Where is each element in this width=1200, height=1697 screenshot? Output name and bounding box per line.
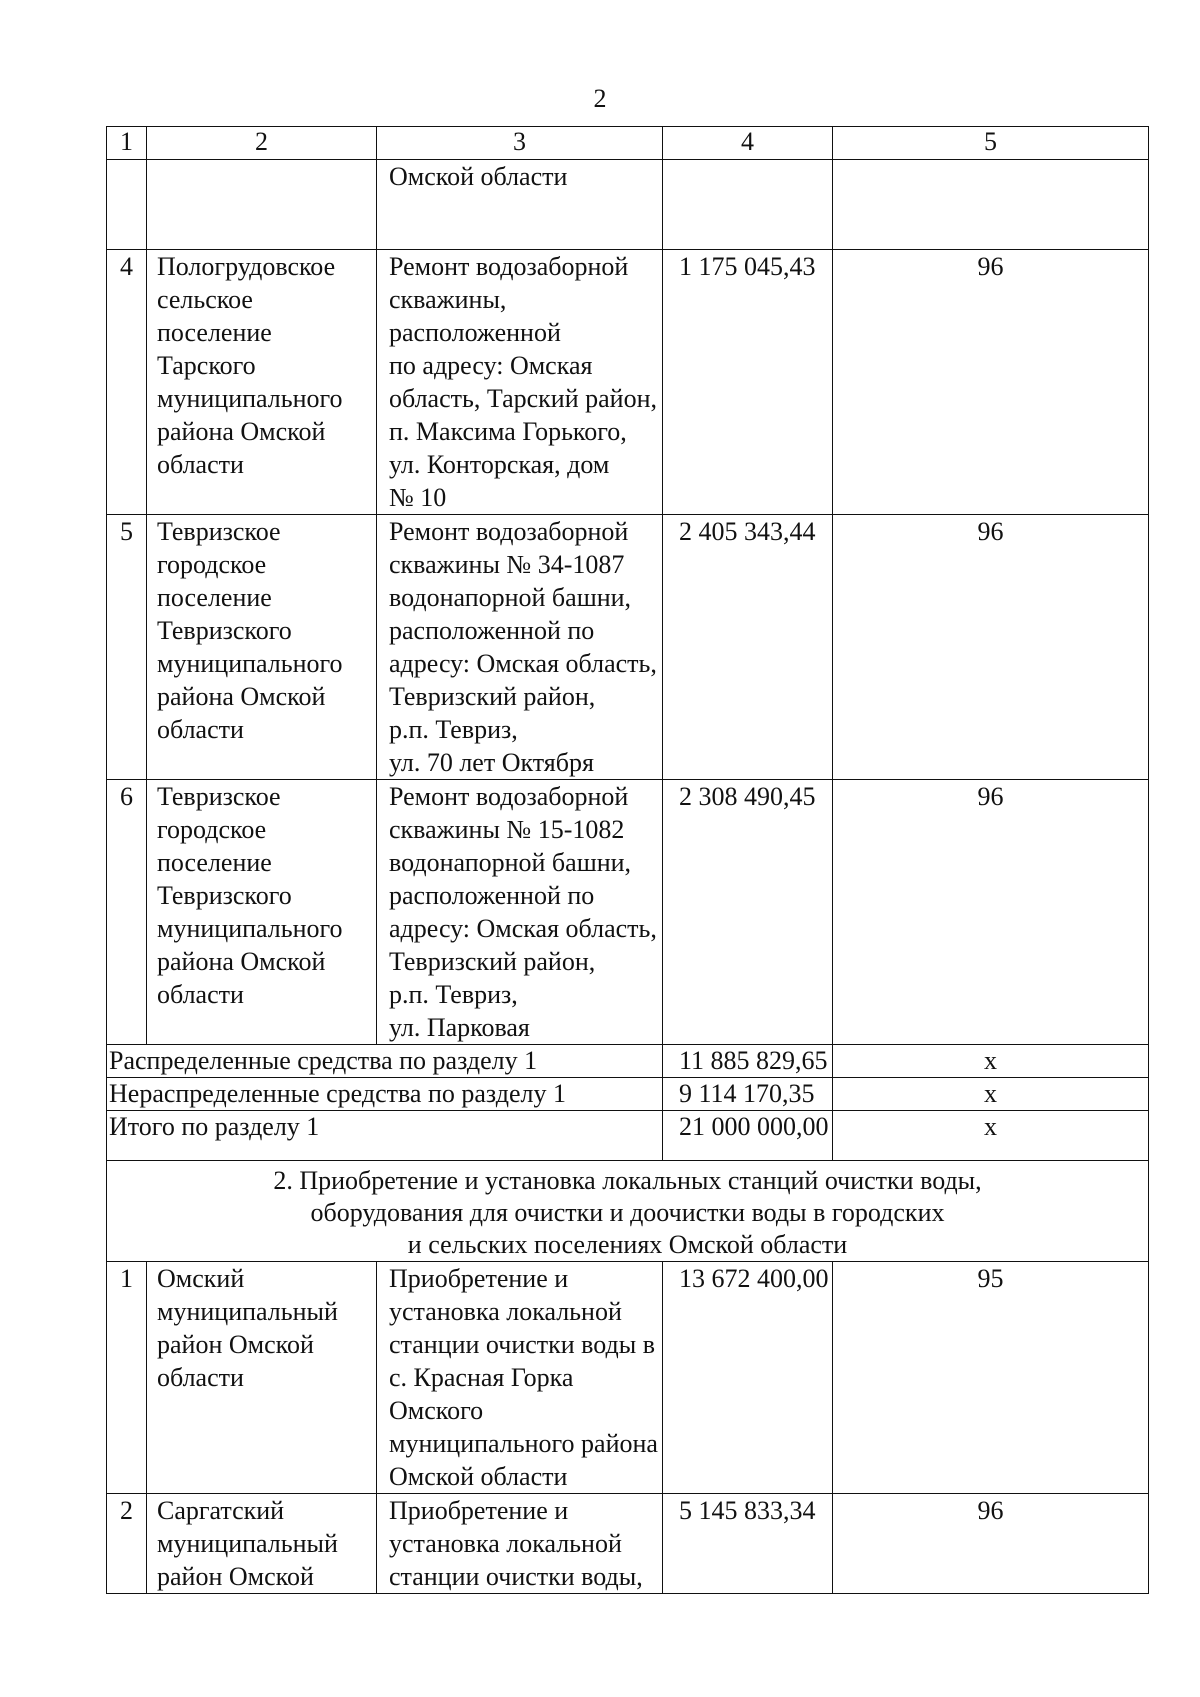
row-number: 5: [107, 515, 147, 780]
text-line: района Омской: [157, 417, 326, 446]
column-header: 3: [377, 127, 663, 160]
table-row: [107, 780, 1149, 1045]
description-cell: [377, 250, 663, 515]
text-line: установка локальной: [389, 1529, 622, 1558]
description-cell: [377, 515, 663, 780]
row-number: 4: [107, 250, 147, 515]
table-row: [107, 1494, 1149, 1594]
recipient-cell: [147, 1494, 377, 1594]
text-line: Тевризское: [157, 782, 281, 811]
text-line: водонапорной башни,: [389, 848, 632, 877]
totals-amount: 9 114 170,35: [663, 1078, 833, 1111]
text-line: поселение: [157, 318, 272, 347]
text-line: сельское: [157, 285, 253, 314]
text-line: области: [157, 1363, 244, 1392]
text-line: станции очистки воды,: [389, 1562, 643, 1591]
text-line: области: [157, 980, 244, 1009]
column-header-row: [107, 127, 1149, 160]
amount-cell: 2 405 343,44: [663, 515, 833, 780]
text-line: расположенной по: [389, 881, 595, 910]
text-line: Саргатский: [157, 1496, 285, 1525]
totals-label: Итого по разделу 1: [107, 1111, 663, 1161]
text-line: п. Максима Горького,: [389, 417, 627, 446]
row-number: 2: [107, 1494, 147, 1594]
text-line: Тевризский район,: [389, 947, 596, 976]
text-line: Приобретение и: [389, 1264, 569, 1293]
text-line: область, Тарский район,: [389, 384, 657, 413]
share-cell: 95: [833, 1262, 1149, 1494]
description-cell: [377, 1494, 663, 1594]
text-line: водонапорной башни,: [389, 583, 632, 612]
text-line: 2. Приобретение и установка локальных станций очистки воды,: [273, 1166, 982, 1195]
totals-label: Нераспределенные средства по разделу 1: [107, 1078, 663, 1111]
text-line: расположенной по: [389, 616, 595, 645]
text-line: Омской области: [389, 1462, 568, 1491]
text-line: Омский: [157, 1264, 245, 1293]
text-line: ул. Парковая: [389, 1013, 530, 1042]
text-line: скважины,: [389, 285, 507, 314]
amount-cell: 1 175 045,43: [663, 250, 833, 515]
text-line: установка локальной: [389, 1297, 622, 1326]
text-line: Ремонт водозаборной: [389, 252, 629, 281]
section-heading-row: [107, 1161, 1149, 1262]
text-line: Пологрудовское: [157, 252, 336, 281]
text-line: Ремонт водозаборной: [389, 782, 629, 811]
text-line: области: [157, 450, 244, 479]
text-line: адресу: Омская область,: [389, 649, 657, 678]
text-line: муниципальный: [157, 1297, 338, 1326]
page-number: 2: [593, 84, 607, 113]
text-line: ул. 70 лет Октября: [389, 748, 594, 777]
text-line: расположенной: [389, 318, 561, 347]
text-line: области: [157, 715, 244, 744]
amount-cell: 5 145 833,34: [663, 1494, 833, 1594]
text-line: адресу: Омская область,: [389, 914, 657, 943]
text-line: Тарского: [157, 351, 256, 380]
share-cell: 96: [833, 515, 1149, 780]
share-cell: 96: [833, 1494, 1149, 1594]
column-header: 2: [147, 127, 377, 160]
section-title: [107, 1161, 1149, 1262]
share-cell: 96: [833, 250, 1149, 515]
row-number: 6: [107, 780, 147, 1045]
text-line: и сельских поселениях Омской области: [407, 1230, 848, 1259]
text-line: район Омской: [157, 1330, 314, 1359]
text-line: скважины № 15-1082: [389, 815, 625, 844]
text-line: Ремонт водозаборной: [389, 517, 629, 546]
description-cell: [377, 1262, 663, 1494]
description-cell: [377, 780, 663, 1045]
text-line: поселение: [157, 583, 272, 612]
column-header: 1: [107, 127, 147, 160]
text-line: скважины № 34-1087: [389, 550, 625, 579]
text-line: Тевризского: [157, 881, 292, 910]
recipient-cell: [147, 780, 377, 1045]
totals-row: [107, 1045, 1149, 1078]
text-line: муниципального: [157, 649, 343, 678]
recipient-cell: [147, 1262, 377, 1494]
table-row: [107, 515, 1149, 780]
row-number: 1: [107, 1262, 147, 1494]
text-line: оборудования для очистки и доочистки воды в городских: [310, 1198, 945, 1227]
recipient-cell: [147, 515, 377, 780]
text-line: ул. Конторская, дом: [389, 450, 610, 479]
text-line: муниципальный: [157, 1529, 338, 1558]
table-row: [107, 250, 1149, 515]
table-row-continuation: [107, 160, 1149, 250]
totals-share: х: [833, 1045, 1149, 1078]
column-header: 4: [663, 127, 833, 160]
amount-cell: 13 672 400,00: [663, 1262, 833, 1494]
text-line: городское: [157, 550, 267, 579]
column-header: 5: [833, 127, 1149, 160]
text-line: муниципального: [157, 384, 343, 413]
totals-amount: 11 885 829,65: [663, 1045, 833, 1078]
table-row: [107, 1262, 1149, 1494]
totals-amount: 21 000 000,00: [663, 1111, 833, 1161]
description-cell: [377, 160, 663, 250]
amount-cell: 2 308 490,45: [663, 780, 833, 1045]
text-line: поселение: [157, 848, 272, 877]
recipient-cell: [147, 250, 377, 515]
text-line: Приобретение и: [389, 1496, 569, 1525]
totals-row: [107, 1078, 1149, 1111]
text-line: городское: [157, 815, 267, 844]
text-line: Тевризский район,: [389, 682, 596, 711]
share-cell: 96: [833, 780, 1149, 1045]
text-line: по адресу: Омская: [389, 351, 593, 380]
text-line: район Омской: [157, 1562, 314, 1591]
totals-share: х: [833, 1078, 1149, 1111]
allocation-table: [106, 126, 1149, 1594]
totals-label: Распределенные средства по разделу 1: [107, 1045, 663, 1078]
totals-row: [107, 1111, 1149, 1161]
text-line: Омского: [389, 1396, 484, 1425]
text-line: с. Красная Горка: [389, 1363, 574, 1392]
text-line: р.п. Тевриз,: [389, 980, 518, 1009]
text-line: муниципального: [157, 914, 343, 943]
text-line: станции очистки воды в: [389, 1330, 656, 1359]
text-line: района Омской: [157, 682, 326, 711]
text-line: Тевризского: [157, 616, 292, 645]
text-line: Тевризское: [157, 517, 281, 546]
text-line: р.п. Тевриз,: [389, 715, 518, 744]
text-line: № 10: [389, 483, 447, 512]
text-line: Омской области: [389, 162, 568, 191]
text-line: района Омской: [157, 947, 326, 976]
totals-share: х: [833, 1111, 1149, 1161]
text-line: муниципального района: [389, 1429, 658, 1458]
